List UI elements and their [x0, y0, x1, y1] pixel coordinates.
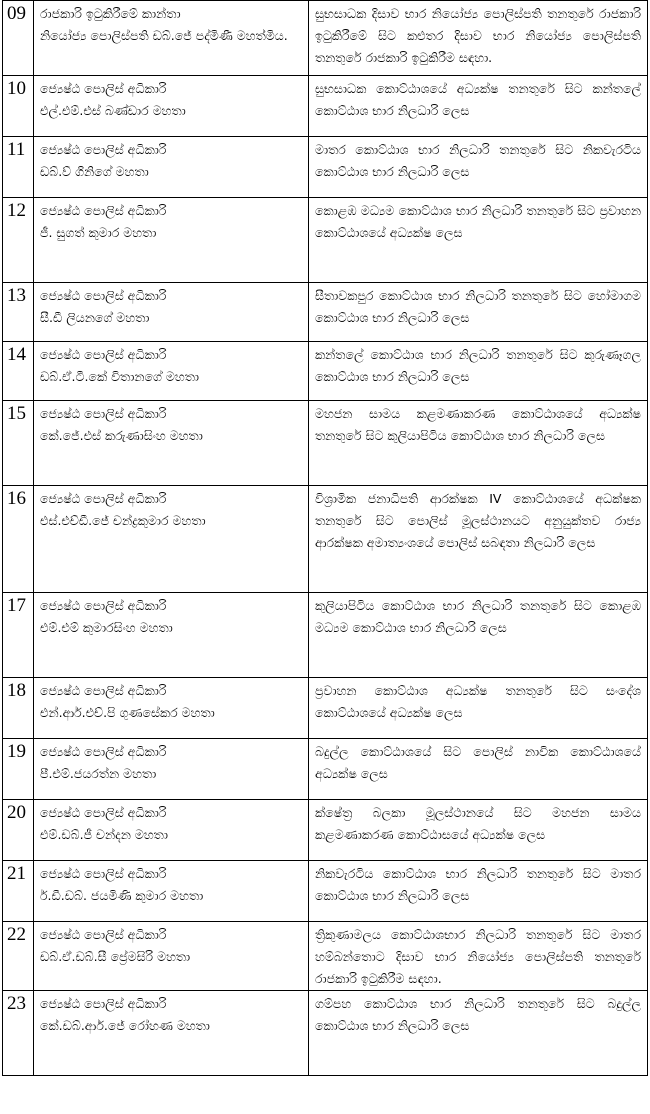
assignment-text: ප්‍රවාහන කොට්ඨාශ අධ්‍යක්ෂ තනතුරේ සිට සංදේශ කොට්ඨාශයේ අධ්‍යක්ෂ ලෙස [315, 683, 641, 720]
officer-rank: ජ්‍යෙෂ්ඨ පොලිස් අධිකාරි [40, 866, 167, 881]
assignment-cell [309, 1, 648, 76]
assignment-text: විශ්‍රාමික ජනාධිපති ආරක්ෂක IV කොට්ඨාශයේ අධක්ෂක තනතුරේ සිට පොලිස් මූලස්ථානයට අනුයුක්තව රාජ්‍ය ආරක්ෂක අමාත්‍යංශයේ පොලිස් සබඳතා නිලධාරි ලෙස [315, 491, 641, 550]
officer-rank: ජ්‍යෙෂ්ඨ පොලිස් අධිකාරි [40, 203, 167, 218]
assignment-cell [309, 739, 648, 800]
assignment-cell [309, 991, 648, 1076]
row-number: 11 [3, 137, 34, 198]
row-number: 13 [3, 283, 34, 342]
table-row [3, 922, 648, 991]
table-row [3, 198, 648, 283]
assignment-text: සුභසාධක කොට්ඨාශයේ අධ්‍යක්ෂ තනතුරේ සිට කන්තලේ කොට්ඨාශ භාර නිලධාරි ලෙස [315, 81, 641, 118]
officer-cell [34, 198, 309, 283]
row-number: 19 [3, 739, 34, 800]
assignment-text: නිකවැරටිය කොට්ඨාශ භාර නිලධාරි තනතුරේ සිට මාතර කොට්ඨාශ භාර නිලධාරි ලෙස [315, 866, 641, 903]
officer-rank: ජ්‍යෙෂ්ඨ පොලිස් අධිකාරි [40, 81, 167, 96]
table-row [3, 137, 648, 198]
officer-rank: ජ්‍යෙෂ්ඨ පොලිස් අධිකාරි [40, 805, 167, 820]
row-number: 22 [3, 922, 34, 991]
table-row [3, 800, 648, 861]
officer-cell [34, 991, 309, 1076]
row-number: 09 [3, 1, 34, 76]
row-number: 14 [3, 342, 34, 401]
row-number: 21 [3, 861, 34, 922]
officer-cell [34, 342, 309, 401]
officer-name: ඩබ්.ඒ.ඩබ්.සී ප්‍රේමසිරි මහතා [40, 949, 191, 964]
officer-cell [34, 593, 309, 678]
officer-cell [34, 283, 309, 342]
table-row [3, 678, 648, 739]
officer-rank: ජ්‍යෙෂ්ඨ පොලිස් අධිකාරි [40, 142, 167, 157]
officer-cell [34, 137, 309, 198]
row-number: 12 [3, 198, 34, 283]
officer-name: එන්.ආර්.එච්.පි ගුණසේකර මහතා [40, 705, 215, 720]
assignment-cell [309, 342, 648, 401]
row-number: 17 [3, 593, 34, 678]
table-row [3, 861, 648, 922]
row-number: 20 [3, 800, 34, 861]
officer-name: නියෝජ්‍ය පොලිස්පති ඩබ්.ජේ පද්මිණී මහත්මිය. [40, 28, 288, 43]
officer-cell [34, 678, 309, 739]
officer-name: කේ.ඩබ්.ආර්.ජේ රෝහණ මහතා [40, 1018, 210, 1033]
assignment-text: මාතර කොට්ඨාශ භාර නිලධාරි තනතුරේ සිට නිකවැරටිය කොට්ඨාශ භාර නිලධාරි ලෙස [315, 142, 641, 179]
assignment-cell [309, 861, 648, 922]
officer-name: ර්.ඩී.ඩබ්. ජයමිණි කුමාර මහතා [40, 888, 204, 903]
officer-cell [34, 800, 309, 861]
row-number: 18 [3, 678, 34, 739]
row-number: 10 [3, 76, 34, 137]
table-row [3, 991, 648, 1076]
assignment-cell [309, 678, 648, 739]
table-row [3, 486, 648, 593]
assignment-text: මහජන සාමය කළමණාකරණ කොට්ඨාශයේ අධ්‍යක්ෂ තනතුරේ සිට කුලියාපිටිය කොට්ඨාශ භාර නිලධාරි ලෙස [315, 406, 641, 443]
transfer-table [2, 0, 648, 1076]
officer-cell [34, 1, 309, 76]
assignment-cell [309, 922, 648, 991]
officer-rank: ජ්‍යෙෂ්ඨ පොලිස් අධිකාරි [40, 598, 167, 613]
officer-name: එම්.එම් කුමාරසිංහ මහතා [40, 620, 173, 635]
assignment-cell [309, 76, 648, 137]
assignment-cell [309, 486, 648, 593]
officer-name: එස්.එච්ඩී.ජේ චන්ද්‍රකුමාර මහතා [40, 513, 206, 528]
officer-name: ජී. සුගත් කුමාර මහතා [40, 225, 157, 240]
officer-name: කේ.ජේ.එස් කරුණාසිංහ මහතා [40, 428, 203, 443]
officer-cell [34, 922, 309, 991]
table-row [3, 283, 648, 342]
officer-rank: ජ්‍යෙෂ්ඨ පොලිස් අධිකාරි [40, 347, 167, 362]
assignment-cell [309, 137, 648, 198]
row-number: 16 [3, 486, 34, 593]
officer-name: ඩබ්.ව් ගිනිගේ මහතා [40, 164, 149, 179]
row-number: 15 [3, 401, 34, 486]
assignment-text: කන්තලේ කොට්ඨාශ භාර නිලධාරි තනතුරේ සිට කුරුණෑගල කොට්ඨාශ භාර නිලධාරි ලෙස [315, 347, 641, 384]
table-row [3, 593, 648, 678]
officer-cell [34, 401, 309, 486]
officer-rank: ජ්‍යෙෂ්ඨ පොලිස් අධිකාරි [40, 683, 167, 698]
table-row [3, 739, 648, 800]
officer-name: එල්.එම්.එස් බණ්ඩාර මහතා [40, 103, 186, 118]
officer-rank: ජ්‍යෙෂ්ඨ පොලිස් අධිකාරි [40, 927, 167, 942]
officer-cell [34, 486, 309, 593]
assignment-text: ගම්පහ කොට්ඨාශ භාර නිලධාරි තනතුරේ සිට බදුල්ල කොට්ඨාශ භාර නිලධාරි ලෙස [315, 996, 641, 1033]
officer-cell [34, 739, 309, 800]
officer-rank: ජ්‍යෙෂ්ඨ පොලිස් අධිකාරි [40, 406, 167, 421]
officer-cell [34, 861, 309, 922]
officer-rank: ජ්‍යෙෂ්ඨ පොලිස් අධිකාරි [40, 491, 167, 506]
assignment-cell [309, 800, 648, 861]
assignment-cell [309, 401, 648, 486]
officer-name: ඩබ්.ඒ.ටී.කේ විතානගේ මහතා [40, 369, 199, 384]
table-row [3, 1, 648, 76]
assignment-text: සුභසාධක දිසාව භාර නියෝජ්‍ය පොලිස්පති තනතුරේ රාජකාරි ඉටුකිරීමේ සිට කළුතර දිසාව භාර නියෝජ්‍ය පොලිස්පති තනතුරේ රාජකාරි ඉටුකිරීම සඳහා. [315, 6, 641, 65]
assignment-cell [309, 283, 648, 342]
row-number: 23 [3, 991, 34, 1076]
officer-cell [34, 76, 309, 137]
assignment-text: බදුල්ල කොට්ඨාශයේ සිට පොලිස් නාවික කොට්ඨාශයේ අධ්‍යක්ෂ ලෙස [315, 744, 641, 781]
table-row [3, 401, 648, 486]
assignment-text: කුලියාපිටිය කොට්ඨාශ භාර නිලධාරි තනතුරේ සිට කොළඹ මධ්‍යම කොට්ඨාශ භාර නිලධාරි ලෙස [315, 598, 641, 635]
officer-name: පී.එම්.ජයරත්න මහතා [40, 766, 157, 781]
table-row [3, 342, 648, 401]
table-row [3, 76, 648, 137]
officer-rank: ජ්‍යෙෂ්ඨ පොලිස් අධිකාරි [40, 288, 167, 303]
officer-rank: ජ්‍යෙෂ්ඨ පොලිස් අධිකාරි [40, 744, 167, 759]
assignment-text: ත්‍රිකුණාමලය කොට්ඨාශභාර නිලධාරි තනතුරේ සිට මාතර හම්බන්තොට දිසාව භාර නියෝජ්‍ය පොලිස්පති තනතුරේ රාජකාරි ඉටුකිරීම සඳහා. [315, 927, 641, 986]
officer-rank: රාජකාරි ඉටුකිරීමේ කාන්තා [40, 6, 181, 21]
officer-name: එම්.ඩබ්.ජී චන්දන මහතා [40, 827, 168, 842]
assignment-cell [309, 198, 648, 283]
assignment-cell [309, 593, 648, 678]
officer-rank: ජ්‍යෙෂ්ඨ පොලිස් අධිකාරි [40, 996, 167, 1011]
officer-name: සී.ඩී ලියනගේ මහතා [40, 310, 150, 325]
assignment-text: කොළඹ මධ්‍යම කොට්ඨාශ භාර නිලධාරි තනතුරේ සිට ප්‍රවාහන කොට්ඨාශයේ අධ්‍යක්ෂ ලෙස [315, 203, 641, 240]
table-body [3, 1, 648, 1076]
assignment-text: ක්ෂේත්‍ර බලකා මූලස්ථානයේ සිට මහජන සාමය කළමණාකරණ කොට්ඨාසයේ අධ්‍යක්ෂ ලෙස [315, 805, 641, 842]
assignment-text: සීතාවකපුර කොට්ඨාශ භාර නිලධාරි තනතුරේ සිට හෝමාගම කොට්ඨාශ භාර නිලධාරි ලෙස [315, 288, 641, 325]
